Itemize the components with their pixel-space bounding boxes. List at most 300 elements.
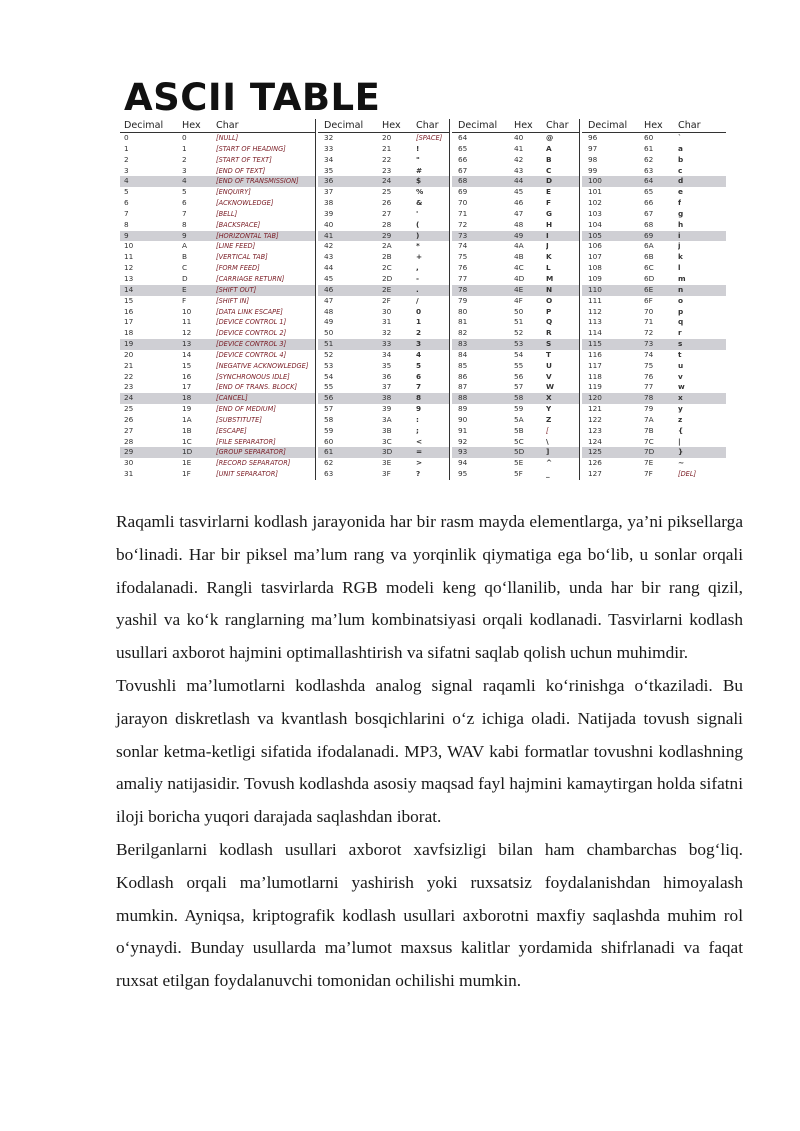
char-cell: B (546, 154, 552, 164)
table-row (582, 382, 726, 393)
table-row (582, 155, 726, 166)
decimal-cell: 48 (324, 306, 334, 316)
char-cell: } (678, 447, 684, 457)
char-cell: ~ (678, 458, 685, 468)
hex-cell: 51 (514, 317, 524, 327)
decimal-cell: 112 (588, 306, 602, 316)
hex-cell: 3E (382, 458, 392, 468)
decimal-cell: 73 (458, 230, 468, 240)
hex-cell: 5 (182, 187, 187, 197)
char-cell: F (546, 198, 551, 208)
decimal-cell: 94 (458, 458, 468, 468)
hex-cell: 2 (182, 154, 187, 164)
char-cell: & (416, 198, 423, 208)
table-row (318, 274, 450, 285)
char-cell: [FORM FEED] (216, 264, 260, 273)
table-row (318, 231, 450, 242)
decimal-cell: 68 (458, 176, 468, 186)
decimal-cell: 36 (324, 176, 334, 186)
decimal-cell: 1 (124, 143, 129, 153)
char-cell: [GROUP SEPARATOR] (216, 448, 286, 457)
char-cell: p (678, 306, 684, 316)
table-row (318, 317, 450, 328)
char-cell: i (678, 230, 681, 240)
decimal-cell: 8 (124, 219, 129, 229)
table-row (452, 361, 580, 372)
char-cell: : (416, 414, 419, 424)
hex-cell: 53 (514, 339, 524, 349)
header-char: Char (546, 120, 569, 131)
char-cell: ? (416, 469, 421, 479)
hex-cell: 11 (182, 317, 192, 327)
hex-cell: 3C (382, 436, 392, 446)
table-row (452, 317, 580, 328)
table-row (582, 187, 726, 198)
hex-cell: 54 (514, 349, 524, 359)
decimal-cell: 120 (588, 393, 602, 403)
body-text (116, 506, 743, 998)
char-cell: k (678, 252, 683, 262)
table-row (318, 437, 450, 448)
char-cell: X (546, 393, 552, 403)
table-row (318, 155, 450, 166)
decimal-cell: 81 (458, 317, 468, 327)
table-row (120, 209, 316, 220)
char-cell: q (678, 317, 684, 327)
decimal-cell: 85 (458, 360, 468, 370)
decimal-cell: 52 (324, 349, 334, 359)
char-cell: T (546, 349, 551, 359)
char-cell: ^ (546, 458, 553, 468)
table-row (120, 263, 316, 274)
hex-cell: 17 (182, 382, 192, 392)
char-cell: s (678, 339, 683, 349)
hex-cell: E (182, 284, 187, 294)
table-row (582, 404, 726, 415)
decimal-cell: 107 (588, 252, 602, 262)
char-cell: z (678, 414, 683, 424)
table-row (318, 350, 450, 361)
table-row (120, 317, 316, 328)
decimal-cell: 83 (458, 339, 468, 349)
hex-cell: 59 (514, 404, 524, 414)
char-cell: + (416, 252, 423, 262)
table-row (582, 241, 726, 252)
hex-cell: 67 (644, 208, 654, 218)
table-row (582, 296, 726, 307)
decimal-cell: 42 (324, 241, 334, 251)
decimal-cell: 7 (124, 208, 129, 218)
hex-cell: 64 (644, 176, 654, 186)
table-row (318, 187, 450, 198)
decimal-cell: 87 (458, 382, 468, 392)
table-row (318, 296, 450, 307)
decimal-cell: 111 (588, 295, 602, 305)
decimal-cell: 97 (588, 143, 598, 153)
char-cell: 5 (416, 360, 422, 370)
table-row (582, 469, 726, 480)
decimal-cell: 93 (458, 447, 468, 457)
hex-cell: 10 (182, 306, 192, 316)
decimal-cell: 70 (458, 198, 468, 208)
hex-cell: 2F (382, 295, 391, 305)
hex-cell: 3D (382, 447, 393, 457)
char-cell: P (546, 306, 552, 316)
decimal-cell: 79 (458, 295, 468, 305)
decimal-cell: 30 (124, 458, 134, 468)
hex-cell: 74 (644, 349, 654, 359)
table-row (452, 437, 580, 448)
char-cell: Z (546, 414, 552, 424)
table-row (318, 393, 450, 404)
decimal-cell: 121 (588, 404, 602, 414)
hex-cell: 6F (644, 295, 653, 305)
hex-cell: 6C (644, 263, 654, 273)
table-row (318, 220, 450, 231)
char-cell: # (416, 165, 423, 175)
decimal-cell: 91 (458, 425, 468, 435)
hex-cell: C (182, 263, 188, 273)
char-cell: a (678, 143, 683, 153)
char-cell: v (678, 371, 683, 381)
table-row (452, 469, 580, 480)
hex-cell: 2D (382, 273, 393, 283)
table-row (582, 437, 726, 448)
hex-cell: 29 (382, 230, 392, 240)
char-cell: f (678, 198, 682, 208)
decimal-cell: 34 (324, 154, 334, 164)
char-cell: o (678, 295, 684, 305)
table-row (318, 133, 450, 144)
decimal-cell: 125 (588, 447, 602, 457)
table-header (120, 119, 316, 132)
char-cell: { (678, 425, 684, 435)
hex-cell: 3A (382, 414, 392, 424)
hex-cell: 1C (182, 436, 192, 446)
hex-cell: 1 (182, 143, 187, 153)
char-cell: [LINE FEED] (216, 242, 256, 251)
char-cell: u (678, 360, 684, 370)
char-cell: % (416, 187, 424, 197)
hex-cell: 4C (514, 263, 524, 273)
char-cell: R (546, 328, 552, 338)
hex-cell: 5B (514, 425, 524, 435)
char-cell: 3 (416, 339, 422, 349)
hex-cell: 63 (644, 165, 654, 175)
table-row (582, 393, 726, 404)
char-cell: [DEL] (678, 470, 697, 479)
hex-cell: 60 (644, 133, 654, 142)
char-cell: > (416, 458, 423, 468)
hex-cell: 73 (644, 339, 654, 349)
char-cell: 0 (416, 306, 422, 316)
char-cell: | (678, 436, 681, 446)
hex-cell: 20 (382, 133, 392, 142)
hex-cell: 61 (644, 143, 654, 153)
decimal-cell: 27 (124, 425, 134, 435)
table-row (582, 252, 726, 263)
table-row (318, 426, 450, 437)
hex-cell: 75 (644, 360, 654, 370)
decimal-cell: 127 (588, 469, 602, 479)
decimal-cell: 108 (588, 263, 602, 273)
table-row (120, 155, 316, 166)
decimal-cell: 115 (588, 339, 602, 349)
decimal-cell: 114 (588, 328, 602, 338)
char-cell: [SHIFT IN] (216, 296, 250, 305)
decimal-cell: 6 (124, 198, 129, 208)
hex-cell: 30 (382, 306, 392, 316)
table-row (452, 198, 580, 209)
hex-cell: 32 (382, 328, 392, 338)
header-decimal: Decimal (588, 120, 628, 131)
char-cell: [BACKSPACE] (216, 220, 261, 229)
table-row (582, 209, 726, 220)
hex-cell: 52 (514, 328, 524, 338)
table-row (452, 339, 580, 350)
hex-cell: 2A (382, 241, 392, 251)
table-row (452, 382, 580, 393)
char-cell: [FILE SEPARATOR] (216, 437, 276, 446)
char-cell: w (678, 382, 685, 392)
table-row (120, 296, 316, 307)
char-cell: D (546, 176, 553, 186)
char-cell: [START OF HEADING] (216, 144, 286, 153)
table-row (318, 447, 450, 458)
char-cell: K (546, 252, 552, 262)
char-cell: J (546, 241, 549, 251)
decimal-cell: 55 (324, 382, 334, 392)
decimal-cell: 39 (324, 208, 334, 218)
decimal-cell: 37 (324, 187, 334, 197)
decimal-cell: 12 (124, 263, 134, 273)
hex-cell: 1B (182, 425, 192, 435)
table-row (452, 393, 580, 404)
decimal-cell: 98 (588, 154, 598, 164)
decimal-cell: 122 (588, 414, 602, 424)
char-cell: [UNIT SEPARATOR] (216, 470, 278, 479)
decimal-cell: 84 (458, 349, 468, 359)
char-cell: e (678, 187, 683, 197)
decimal-cell: 78 (458, 284, 468, 294)
table-row (452, 285, 580, 296)
hex-cell: 7A (644, 414, 654, 424)
char-cell: [CANCEL] (216, 394, 248, 403)
decimal-cell: 44 (324, 263, 334, 273)
table-row (452, 187, 580, 198)
table-header (452, 119, 580, 132)
char-cell: $ (416, 176, 422, 186)
table-row (120, 285, 316, 296)
table-row (120, 307, 316, 318)
table-row (318, 198, 450, 209)
table-row (318, 166, 450, 177)
table-row (318, 252, 450, 263)
decimal-cell: 64 (458, 133, 468, 142)
char-cell: H (546, 219, 553, 229)
hex-cell: 31 (382, 317, 392, 327)
char-cell: [HORIZONTAL TAB] (216, 231, 279, 240)
hex-cell: 3 (182, 165, 187, 175)
table-row (120, 166, 316, 177)
char-cell: 6 (416, 371, 422, 381)
decimal-cell: 69 (458, 187, 468, 197)
table-row (318, 285, 450, 296)
table-row (452, 252, 580, 263)
header-hex: Hex (382, 120, 401, 131)
hex-cell: 77 (644, 382, 654, 392)
char-cell: Y (546, 404, 552, 414)
hex-cell: 41 (514, 143, 524, 153)
table-row (120, 393, 316, 404)
decimal-cell: 104 (588, 219, 602, 229)
decimal-cell: 113 (588, 317, 602, 327)
hex-cell: 1A (182, 414, 192, 424)
char-cell: " (416, 154, 420, 164)
char-cell: 7 (416, 382, 422, 392)
decimal-cell: 77 (458, 273, 468, 283)
decimal-cell: 5 (124, 187, 129, 197)
hex-cell: 5F (514, 469, 523, 479)
hex-cell: 47 (514, 208, 524, 218)
table-row (318, 469, 450, 480)
decimal-cell: 54 (324, 371, 334, 381)
decimal-cell: 45 (324, 273, 334, 283)
hex-cell: 5C (514, 436, 524, 446)
char-cell: < (416, 436, 423, 446)
hex-cell: 78 (644, 393, 654, 403)
hex-cell: 33 (382, 339, 392, 349)
char-cell: ' (416, 208, 419, 218)
table-row (452, 220, 580, 231)
table-row (452, 263, 580, 274)
decimal-cell: 25 (124, 404, 134, 414)
hex-cell: 66 (644, 198, 654, 208)
paragraph-image-encoding: Raqamli tasvirlarni kodlash jarayonida har bir rasm mayda elementlarga, ya’ni piksellarga bo‘linadi. Har bir piksel ma’lum rang va yorqinlik qiymatiga ega bo‘lib, u sonlar orqali ifodalanadi. Rangli tasvirlarda RGB modeli keng qo‘llanilib, unda har bir rang qizil, yashil va ko‘k ranglarning ma’lum kombinatsiyasi orqali kodlanadi. Tasvirlarni kodlash usullari axborot hajmini optimallashtirish va sifatni saqlab qolish uchun muhimdir. (116, 512, 743, 663)
decimal-cell: 17 (124, 317, 134, 327)
decimal-cell: 51 (324, 339, 334, 349)
table-row (452, 296, 580, 307)
decimal-cell: 89 (458, 404, 468, 414)
char-cell: V (546, 371, 552, 381)
hex-cell: 18 (182, 393, 192, 403)
hex-cell: 55 (514, 360, 524, 370)
header-char: Char (416, 120, 439, 131)
char-cell: @ (546, 133, 554, 142)
hex-cell: 0 (182, 133, 187, 142)
decimal-cell: 20 (124, 349, 134, 359)
char-cell: U (546, 360, 552, 370)
table-row (452, 144, 580, 155)
char-cell: 8 (416, 393, 422, 403)
hex-cell: 65 (644, 187, 654, 197)
table-row (318, 372, 450, 383)
hex-cell: 4B (514, 252, 524, 262)
decimal-cell: 65 (458, 143, 468, 153)
char-cell: ) (416, 230, 420, 240)
decimal-cell: 61 (324, 447, 334, 457)
table-row (582, 231, 726, 242)
ascii-table-figure (120, 78, 730, 493)
char-cell: 4 (416, 349, 422, 359)
decimal-cell: 123 (588, 425, 602, 435)
char-cell: [DEVICE CONTROL 4] (216, 350, 287, 359)
table-row (582, 350, 726, 361)
hex-cell: 9 (182, 230, 187, 240)
decimal-cell: 22 (124, 371, 134, 381)
decimal-cell: 96 (588, 133, 598, 142)
hex-cell: 16 (182, 371, 192, 381)
hex-cell: 34 (382, 349, 392, 359)
header-hex: Hex (182, 120, 201, 131)
table-row (318, 361, 450, 372)
table-row (452, 166, 580, 177)
hex-cell: 1D (182, 447, 193, 457)
char-cell: L (546, 263, 551, 273)
table-row (120, 361, 316, 372)
char-cell: 1 (416, 317, 422, 327)
table-row (452, 350, 580, 361)
char-cell: [NEGATIVE ACKNOWLEDGE] (216, 361, 309, 370)
table-row (120, 187, 316, 198)
hex-cell: 44 (514, 176, 524, 186)
char-cell: ( (416, 219, 420, 229)
hex-cell: 4 (182, 176, 187, 186)
hex-cell: B (182, 252, 188, 262)
hex-cell: 23 (382, 165, 392, 175)
decimal-cell: 11 (124, 252, 134, 262)
hex-cell: 58 (514, 393, 524, 403)
hex-cell: 1E (182, 458, 192, 468)
decimal-cell: 2 (124, 154, 129, 164)
table-row (120, 241, 316, 252)
decimal-cell: 29 (124, 447, 134, 457)
table-row (120, 176, 316, 187)
hex-cell: 14 (182, 349, 192, 359)
table-row (582, 426, 726, 437)
table-row (582, 144, 726, 155)
hex-cell: 57 (514, 382, 524, 392)
decimal-cell: 10 (124, 241, 134, 251)
figure-title: ASCII TABLE (124, 76, 381, 119)
table-row (452, 209, 580, 220)
char-cell: [RECORD SEPARATOR] (216, 459, 291, 468)
table-row (452, 447, 580, 458)
char-cell: , (416, 263, 419, 273)
char-cell: \ (546, 436, 549, 446)
table-row (318, 328, 450, 339)
table-row (452, 415, 580, 426)
hex-cell: 56 (514, 371, 524, 381)
char-cell: / (416, 295, 419, 305)
char-cell: [SYNCHRONOUS IDLE] (216, 372, 290, 381)
hex-cell: 7E (644, 458, 654, 468)
char-cell: [DEVICE CONTROL 1] (216, 318, 287, 327)
decimal-cell: 19 (124, 339, 134, 349)
decimal-cell: 40 (324, 219, 334, 229)
table-row (318, 415, 450, 426)
table-row (120, 437, 316, 448)
table-row (120, 133, 316, 144)
hex-cell: 4D (514, 273, 525, 283)
table-row (120, 339, 316, 350)
decimal-cell: 126 (588, 458, 602, 468)
decimal-cell: 43 (324, 252, 334, 262)
hex-cell: 7D (644, 447, 655, 457)
table-row (120, 404, 316, 415)
table-row (120, 350, 316, 361)
table-row (452, 372, 580, 383)
